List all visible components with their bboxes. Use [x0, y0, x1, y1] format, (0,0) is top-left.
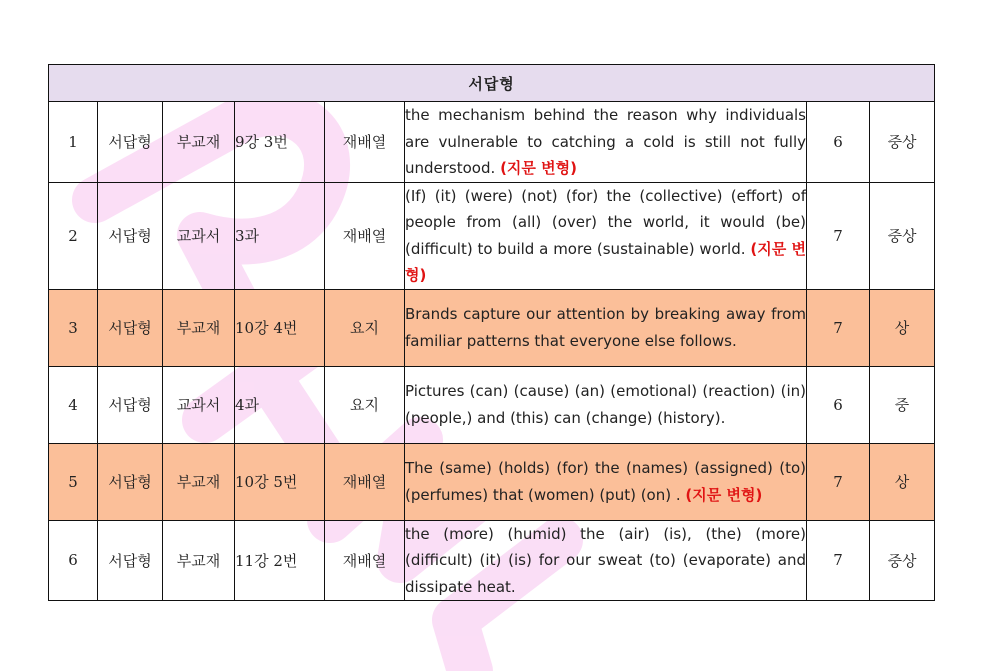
row-score: 7: [807, 289, 870, 366]
row-unit: 10강 5번: [235, 443, 325, 520]
row-number: 3: [49, 289, 98, 366]
row-answer-text: [405, 289, 807, 366]
row-score: 7: [807, 182, 870, 289]
row-kind: 재배열: [325, 520, 405, 601]
row-modified-note: (지문 변형): [405, 239, 806, 284]
row-kind: 요지: [325, 289, 405, 366]
row-difficulty: 중상: [870, 182, 935, 289]
row-unit: 3과: [235, 182, 325, 289]
row-kind: 재배열: [325, 102, 405, 183]
row-question-type: 서답형: [98, 520, 163, 601]
row-answer-sentence: the (more) (humid) the (air) (is), (the) (more) (difficult) (it) (is) for our sweat (to) (evaporate) and dissipate heat.: [405, 524, 806, 596]
table-row: [49, 289, 935, 366]
row-score: 7: [807, 520, 870, 601]
row-answer-text: [405, 182, 807, 289]
row-answer-text: [405, 520, 807, 601]
row-source: 부교재: [163, 443, 235, 520]
row-modified-note: (지문 변형): [500, 159, 577, 177]
row-unit: 9강 3번: [235, 102, 325, 183]
row-answer-sentence: the mechanism behind the reason why individuals are vulnerable to catching a cold is still not fully understood.: [405, 106, 806, 177]
row-source: 부교재: [163, 289, 235, 366]
row-difficulty: 중: [870, 366, 935, 443]
row-score: 6: [807, 102, 870, 183]
table-title: 서답형: [49, 65, 935, 102]
row-kind: 요지: [325, 366, 405, 443]
row-score: 7: [807, 443, 870, 520]
row-answer-sentence: (If) (it) (were) (not) (for) the (collective) (effort) of people from (all) (over) the world, it would (be) (difficult) to build a more (sustainable) world.: [405, 186, 806, 258]
table-row: [49, 443, 935, 520]
row-difficulty: 상: [870, 443, 935, 520]
table-row: [49, 182, 935, 289]
row-answer-text: [405, 366, 807, 443]
row-unit: 11강 2번: [235, 520, 325, 601]
row-question-type: 서답형: [98, 182, 163, 289]
row-answer-sentence: Pictures (can) (cause) (an) (emotional) (reaction) (in) (people,) and (this) can (change) (history).: [405, 382, 806, 427]
row-answer-sentence: The (same) (holds) (for) the (names) (assigned) (to) (perfumes) that (women) (put) (on) .: [405, 459, 806, 504]
table-title-row: [49, 65, 935, 102]
row-score: 6: [807, 366, 870, 443]
row-question-type: 서답형: [98, 289, 163, 366]
row-question-type: 서답형: [98, 443, 163, 520]
row-difficulty: 상: [870, 289, 935, 366]
row-modified-note: (지문 변형): [685, 485, 763, 504]
row-number: 6: [49, 520, 98, 601]
row-question-type: 서답형: [98, 102, 163, 183]
table-row: [49, 520, 935, 601]
row-difficulty: 중상: [870, 102, 935, 183]
row-question-type: 서답형: [98, 366, 163, 443]
row-number: 5: [49, 443, 98, 520]
row-answer-sentence: Brands capture our attention by breaking away from familiar patterns that everyone else follows.: [405, 305, 806, 350]
table-row: [49, 366, 935, 443]
row-number: 4: [49, 366, 98, 443]
row-source: 부교재: [163, 520, 235, 601]
table-row: [49, 102, 935, 183]
row-unit: 4과: [235, 366, 325, 443]
row-kind: 재배열: [325, 182, 405, 289]
assessment-table: [48, 64, 935, 601]
row-number: 2: [49, 182, 98, 289]
row-source: 교과서: [163, 182, 235, 289]
row-source: 부교재: [163, 102, 235, 183]
row-kind: 재배열: [325, 443, 405, 520]
row-unit: 10강 4번: [235, 289, 325, 366]
row-difficulty: 중상: [870, 520, 935, 601]
row-source: 교과서: [163, 366, 235, 443]
row-number: 1: [49, 102, 98, 183]
row-answer-text: [405, 443, 807, 520]
row-answer-text: [405, 102, 807, 183]
